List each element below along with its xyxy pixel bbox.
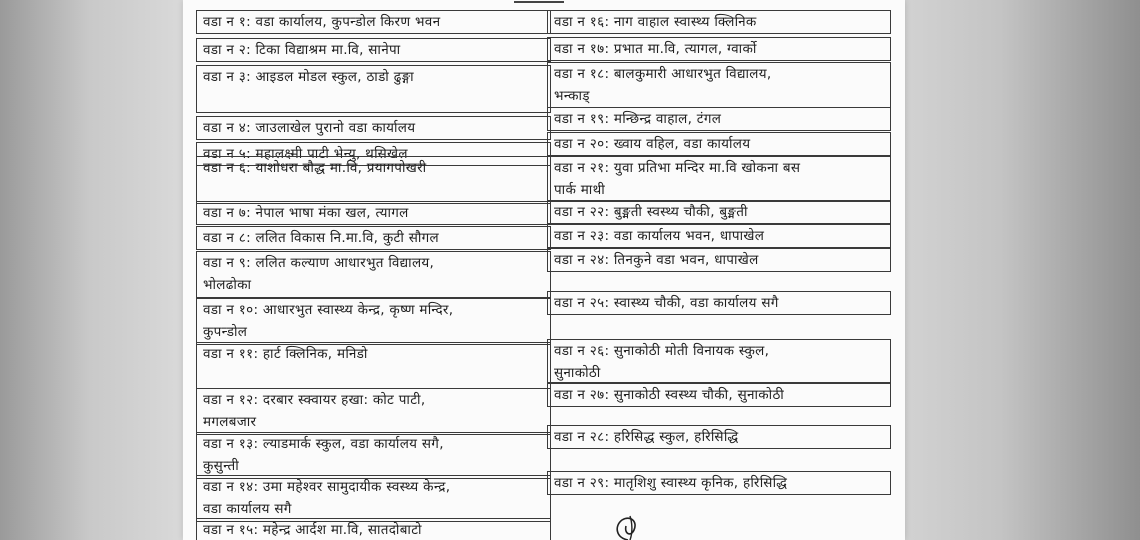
ward-cell bbox=[547, 156, 891, 202]
ward-cell bbox=[547, 339, 891, 383]
ward-line-2: पार्क माथी bbox=[554, 182, 606, 198]
signature-mark bbox=[608, 512, 648, 540]
ward-line: वडा न ११: हार्ट क्लिनिक, मनिडो bbox=[203, 346, 368, 362]
ward-cell bbox=[547, 383, 891, 407]
ward-line: वडा न ५: महालक्ष्मी पाटी भेन्यु, थसिखेल bbox=[203, 146, 408, 162]
ward-line: वडा न २९: मातृशिशु स्वास्थ्य कृनिक, हरिसिद्धि bbox=[554, 475, 788, 491]
ward-cell bbox=[196, 251, 551, 298]
ward-line: वडा न २७: सुनाकोठी स्वस्थ्य चौकी, सुनाकोठी bbox=[554, 387, 785, 403]
ward-cell bbox=[196, 65, 551, 113]
ward-cell bbox=[547, 132, 891, 156]
ward-line: वडा न १७: प्रभात मा.वि, त्यागल, ग्वार्को bbox=[554, 41, 757, 57]
ward-cell bbox=[547, 62, 891, 108]
ward-line-2: भन्काड् bbox=[554, 88, 590, 104]
ward-line: वडा न १२: दरबार स्क्वायर हखा: कोट पाटी, bbox=[203, 392, 426, 408]
ward-line: वडा न १: वडा कार्यालय, कुपन्डोल किरण भवन bbox=[203, 14, 441, 30]
ward-line: वडा न ६: याशोधरा बौद्ध मा.वि, प्रयागपोखरी bbox=[203, 160, 427, 176]
ward-line: वडा न ९: ललित कल्याण आधारभुत विद्यालय, bbox=[203, 255, 435, 271]
ward-cell bbox=[196, 116, 551, 140]
ward-cell bbox=[547, 10, 891, 34]
heading-underline bbox=[514, 1, 564, 3]
ward-cell bbox=[547, 37, 891, 61]
ward-line: वडा न २२: बुङ्मती स्वस्थ्य चौकी, बुङ्मती bbox=[554, 204, 748, 220]
ward-cell bbox=[196, 226, 551, 250]
ward-line: वडा न २०: ख्वाय वहिल, वडा कार्यालय bbox=[554, 136, 751, 152]
ward-cell bbox=[196, 10, 551, 34]
ward-cell bbox=[547, 200, 891, 224]
ward-line-2: सुनाकोठी bbox=[554, 365, 601, 381]
ward-cell bbox=[196, 518, 551, 540]
ward-line: वडा न २८: हरिसिद्ध स्कुल, हरिसिद्धि bbox=[554, 429, 739, 445]
ward-line: वडा न १३: ल्याडमार्क स्कुल, वडा कार्यालय सगै, bbox=[203, 436, 444, 452]
ward-line: वडा न ३: आइडल मोडल स्कुल, ठाडो ढुङ्गा bbox=[203, 69, 414, 85]
ward-cell bbox=[196, 475, 551, 522]
ward-line: वडा न २३: वडा कार्यालय भवन, धापाखेल bbox=[554, 228, 765, 244]
document-page bbox=[183, 0, 905, 540]
ward-cell bbox=[547, 291, 891, 315]
ward-cell bbox=[196, 201, 551, 225]
ward-line: वडा न १०: आधारभुत स्वास्थ्य केन्द्र, कृष्ण मन्दिर, bbox=[203, 302, 454, 318]
ward-line: वडा न ७: नेपाल भाषा मंका खल, त्यागल bbox=[203, 205, 409, 221]
ward-cell bbox=[547, 248, 891, 272]
ward-line: वडा न २६: सुनाकोठी मोती विनायक स्कुल, bbox=[554, 343, 770, 359]
ward-line: वडा न १४: उमा महेश्वर सामुदायीक स्वस्थ्य केन्द्र, bbox=[203, 479, 451, 495]
ward-cell bbox=[547, 224, 891, 248]
ward-cell bbox=[547, 107, 891, 131]
ward-line: वडा न ८: ललित विकास नि.मा.वि, कुटी सौगल bbox=[203, 230, 439, 246]
ward-line: वडा न २५: स्वास्थ्य चौकी, वडा कार्यालय सगै bbox=[554, 295, 779, 311]
ward-line: वडा न २: टिका विद्याश्रम मा.वि, सानेपा bbox=[203, 42, 401, 58]
ward-line-2: कुपन्डोल bbox=[203, 324, 248, 340]
ward-line-2: भोलढोका bbox=[203, 277, 252, 293]
ward-line-2: वडा कार्यालय सगै bbox=[203, 501, 292, 517]
ward-line: वडा न २४: तिनकुने वडा भवन, धापाखेल bbox=[554, 252, 759, 268]
ward-cell bbox=[196, 388, 551, 435]
ward-cell bbox=[196, 298, 551, 345]
ward-line: वडा न १५: महेन्द्र आर्दश मा.वि, सातदोबाटो bbox=[203, 522, 422, 538]
ward-cell bbox=[196, 342, 551, 389]
ward-cell bbox=[547, 471, 891, 495]
ward-line: वडा न १८: बालकुमारी आधारभुत विद्यालय, bbox=[554, 66, 772, 82]
ward-cell bbox=[196, 38, 551, 62]
ward-line-2: कुसुन्ती bbox=[203, 458, 240, 474]
ward-line: वडा न ४: जाउलाखेल पुरानो वडा कार्यालय bbox=[203, 120, 416, 136]
ward-line: वडा न २१: युवा प्रतिभा मन्दिर मा.वि खोकना बस bbox=[554, 160, 801, 176]
ward-line: वडा न १९: मन्छिन्द्र वाहाल, टंगल bbox=[554, 111, 722, 127]
ward-cell bbox=[196, 156, 551, 204]
ward-line: वडा न १६: नाग वाहाल स्वास्थ्य क्लिनिक bbox=[554, 14, 757, 30]
ward-line-2: मगलबजार bbox=[203, 414, 257, 430]
ward-cell bbox=[196, 432, 551, 479]
ward-cell bbox=[547, 425, 891, 449]
